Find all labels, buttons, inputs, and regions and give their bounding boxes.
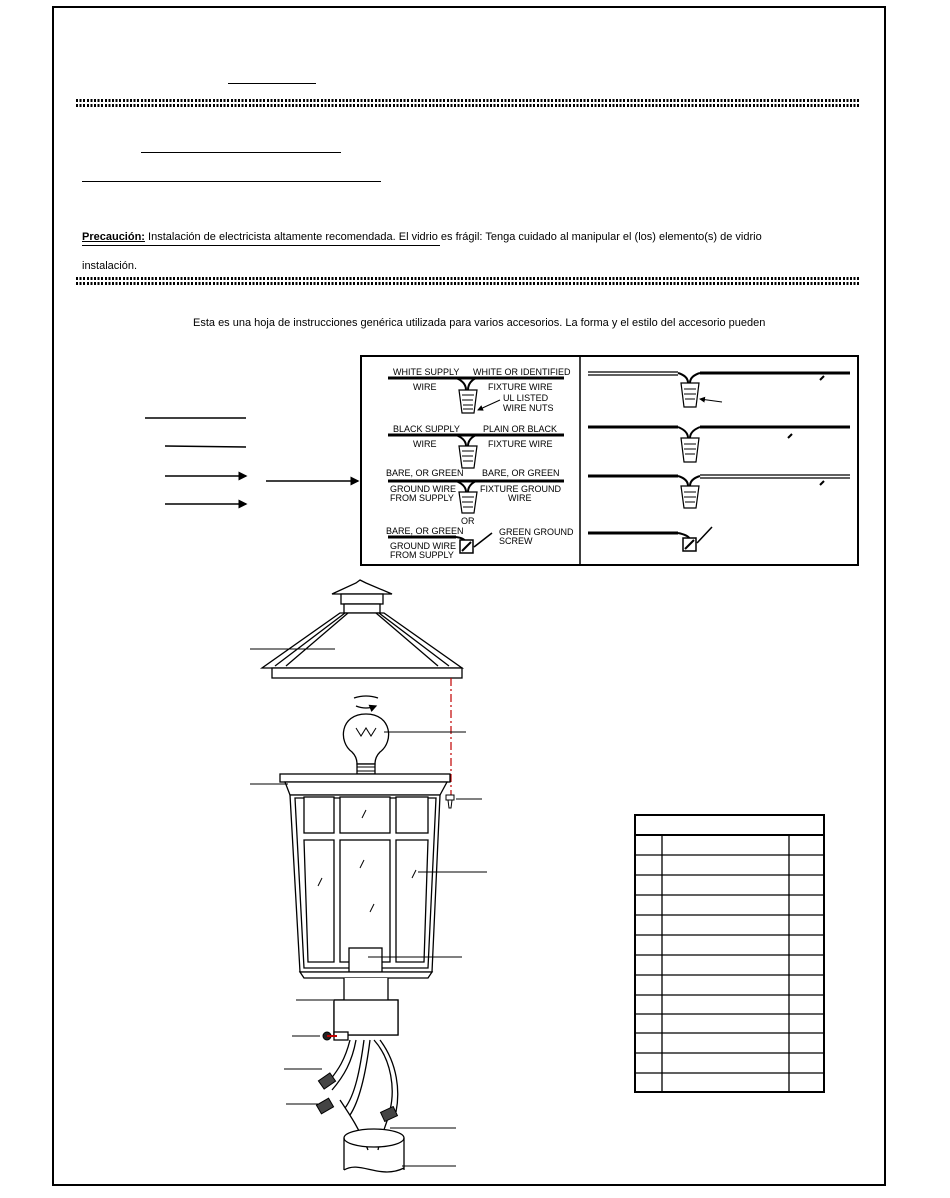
label-white-supply: WHITE SUPPLY: [393, 367, 460, 377]
mounting-base: [292, 978, 398, 1040]
label-black-supply: BLACK SUPPLY: [393, 424, 460, 434]
screw: [446, 795, 482, 808]
label-wire-nuts: UL LISTED: [503, 393, 549, 403]
intro-text: Esta es una hoja de instrucciones genérica utilizada para varios accesorios. La forma y el estilo del accesorio pueden: [193, 317, 766, 329]
wiring-diagram: [361, 356, 858, 565]
bulb: [343, 696, 466, 774]
label-white-fixture-2: FIXTURE WIRE: [488, 382, 553, 392]
label-ground-fixture-2: FIXTURE GROUND: [480, 484, 561, 494]
label-ground-fixture-3: WIRE: [508, 493, 532, 503]
lamp-post: [284, 1069, 456, 1172]
lantern-canopy: [250, 580, 462, 678]
caution-label: Precaución:: [82, 231, 145, 243]
label-ground-supply: BARE, OR GREEN: [386, 468, 464, 478]
label-black-fixture-2: FIXTURE WIRE: [488, 439, 553, 449]
label-ground-fixture: BARE, OR GREEN: [482, 468, 560, 478]
caution-text: Instalación de electricista altamente recomendada. El vidrio es frágil: Tenga cuidado al manipular el (los) elemento(s) de vidrio: [148, 231, 762, 243]
label-wire-nuts-2: WIRE NUTS: [503, 403, 554, 413]
wiring-leader-lines: [145, 418, 358, 504]
parts-table: [635, 815, 824, 1092]
label-ground-supply-alt: BARE, OR GREEN: [386, 526, 464, 536]
label-black-supply-2: WIRE: [413, 439, 437, 449]
label-green-screw-2: SCREW: [499, 536, 533, 546]
label-ground-supply-alt-3: FROM SUPPLY: [390, 550, 454, 560]
label-black-fixture: PLAIN OR BLACK: [483, 424, 558, 434]
label-or: OR: [461, 516, 475, 526]
label-white-supply-2: WIRE: [413, 382, 437, 392]
label-ground-supply-alt-2: GROUND WIRE: [390, 541, 456, 551]
label-green-screw: GREEN GROUND: [499, 527, 574, 537]
wiring-diagram-right-panel: [588, 372, 850, 551]
caution-text-line2: instalación.: [82, 260, 138, 272]
label-ground-supply-3: FROM SUPPLY: [390, 493, 454, 503]
label-white-fixture: WHITE OR IDENTIFIED: [473, 367, 571, 377]
label-ground-supply-2: GROUND WIRE: [390, 484, 456, 494]
